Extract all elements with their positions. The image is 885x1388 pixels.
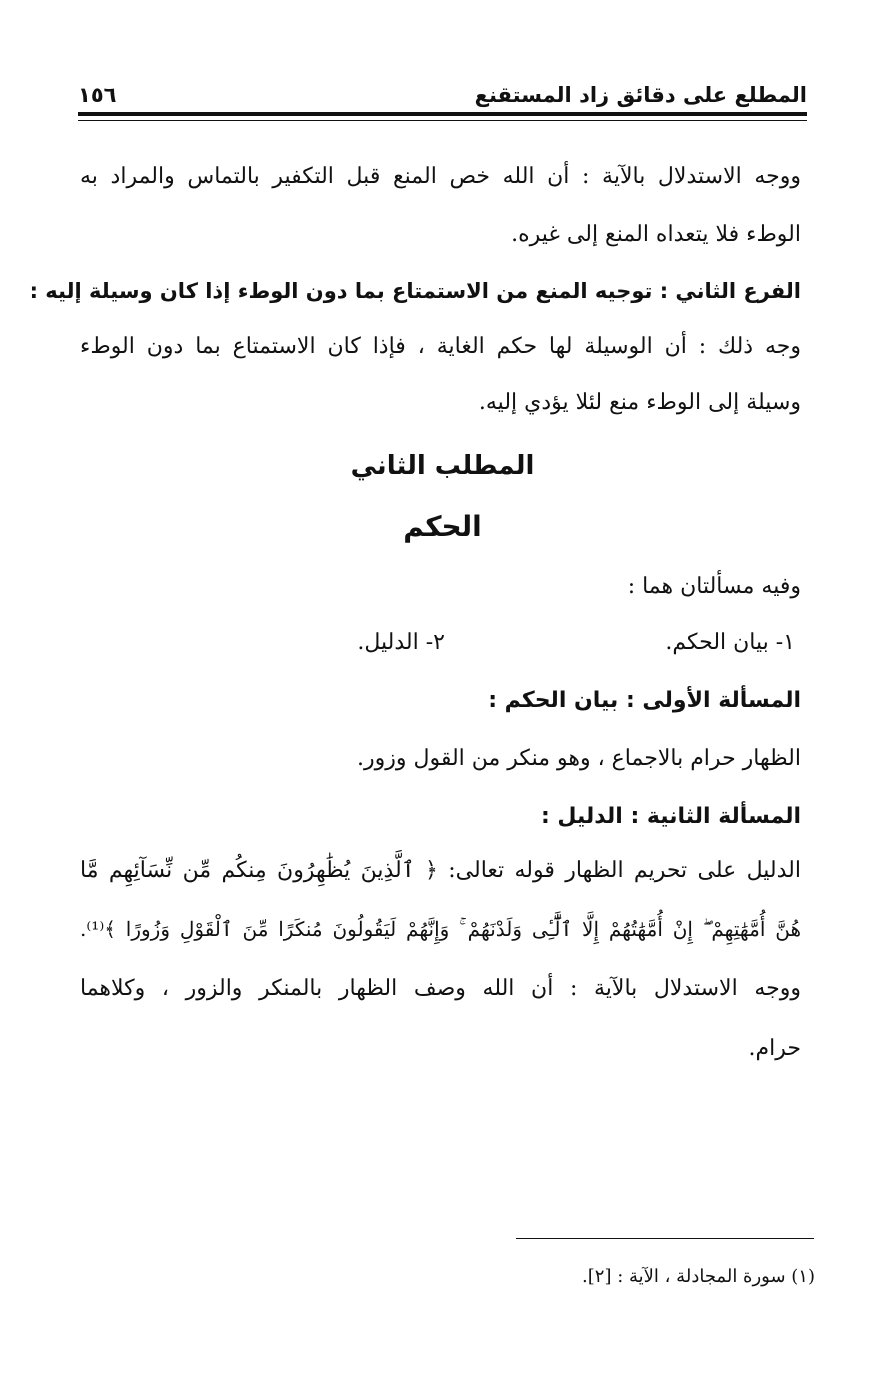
section-title: المطلب الثاني xyxy=(350,451,535,481)
footnote-rule xyxy=(516,1238,814,1239)
quran-quote-line: هُنَّ أُمَّهَٰتِهِمْ ۖ إِنْ أُمَّهَٰتُهُمْ إِلَّا ٱلَّٰٓـِٔى وَلَدْنَهُمْ ۚ وَإِنَّهُمْ لَيَقُولُونَ مُنكَرًا مِّنَ ٱلْقَوْلِ وَزُورًا ﴾⁽¹⁾. xyxy=(80,917,801,941)
paragraph-line: وجه ذلك : أن الوسيلة لها حكم الغاية ، فإذا كان الاستمتاع بما دون الوطء xyxy=(80,334,801,359)
list-item-2: ٢- الدليل. xyxy=(357,630,445,655)
header-rule-thin xyxy=(78,120,807,121)
paragraph-line: الوطء فلا يتعداه المنع إلى غيره. xyxy=(511,222,801,247)
book-title: المطلع على دقائق زاد المستقنع xyxy=(474,83,807,107)
quran-quote-line: الدليل على تحريم الظهار قوله تعالى: ﴿ ٱلَّذِينَ يُظَٰهِرُونَ مِنكُم مِّن نِّسَآئِهِم مَّا xyxy=(80,858,801,883)
footnote: (١) سورة المجادلة ، الآية : [٢]. xyxy=(582,1266,815,1287)
paragraph-line: ووجه الاستدلال بالآية : أن الله وصف الظهار بالمنكر والزور ، وكلاهما xyxy=(80,976,801,1001)
section-subtitle: الحكم xyxy=(403,510,482,543)
heading-question-1: المسألة الأولى : بيان الحكم : xyxy=(488,688,801,713)
paragraph-line: حرام. xyxy=(748,1036,801,1061)
question-1-text: الظهار حرام بالاجماع ، وهو منكر من القول وزور. xyxy=(357,746,801,771)
heading-question-2: المسألة الثانية : الدليل : xyxy=(540,804,801,829)
running-header xyxy=(78,70,807,110)
paragraph-line: ووجه الاستدلال بالآية : أن الله خص المنع قبل التكفير بالتماس والمراد به xyxy=(80,164,801,189)
page-number: ١٥٦ xyxy=(78,83,117,107)
list-item-1: ١- بيان الحكم. xyxy=(665,630,795,655)
intro-text: وفيه مسألتان هما : xyxy=(627,574,801,599)
header-rule-thick xyxy=(78,112,807,116)
subheading-branch: الفرع الثاني : توجيه المنع من الاستمتاع بما دون الوطء إذا كان وسيلة إليه : xyxy=(29,279,801,303)
paragraph-line: وسيلة إلى الوطء منع لئلا يؤدي إليه. xyxy=(478,390,801,415)
